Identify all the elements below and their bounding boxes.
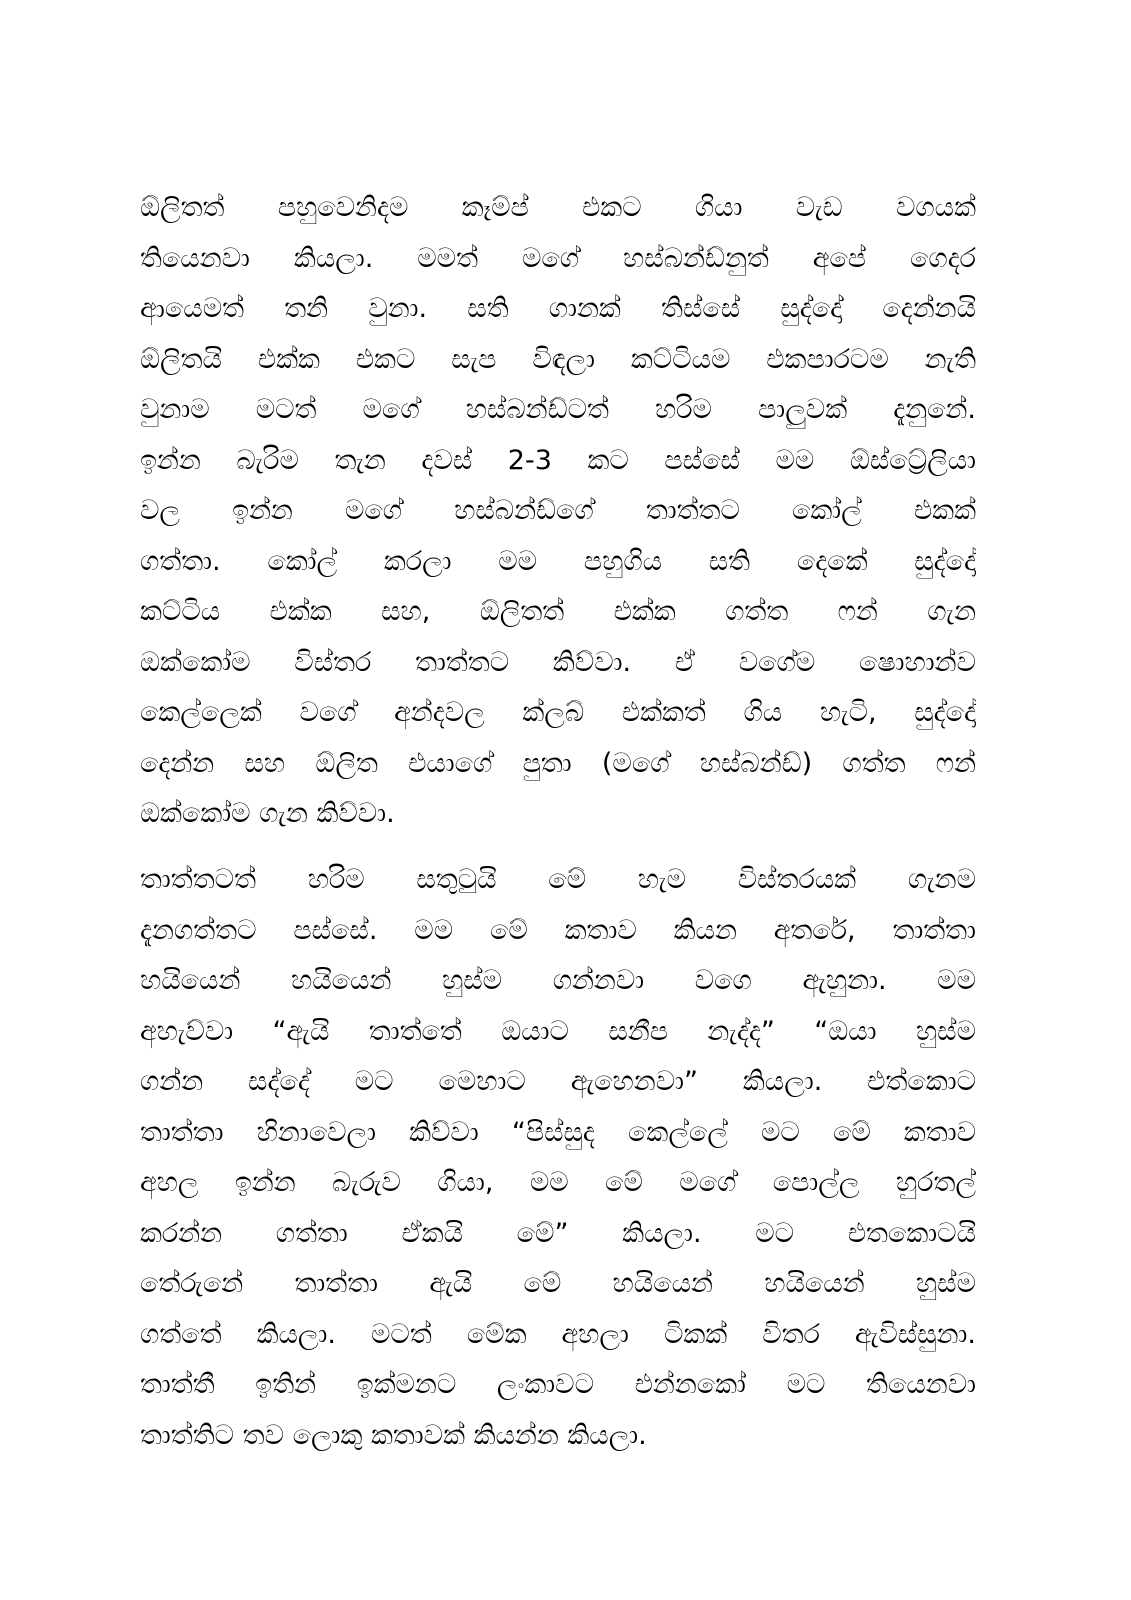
text-line: වුනාම මටත් මගේ හස්බන්ඩ්ටත් හරිම පාලුවක් දැනුනේ. xyxy=(140,394,976,425)
text-line: කට්ටිය එක්ක සහ, ඕලිතත් එක්ක ගත්ත ෆන් ගැන xyxy=(140,596,976,627)
text-line: කරන්න ගත්තා ඒකයි මේ” කියලා. මට එතකොටයි xyxy=(140,1217,976,1249)
text-line: වල ඉන්න මගේ හස්බන්ඩ්ගේ තාත්තට කෝල් එකක් xyxy=(140,495,976,526)
text-line: හයියෙන් හයියෙන් හුස්ම ගන්නවා වගෙ ඇහුනා. මම xyxy=(140,965,976,996)
text-line: ඔක්කෝම විස්තර තාත්තට කිව්වා. ඒ වගේම ෂොහාන්ව xyxy=(140,646,976,678)
text-line: ඉන්න බැරිම තැන දවස් 2-3 කට පස්සේ මම ඕස්ට්‍රේලියා xyxy=(140,444,976,476)
text-line: තාත්තිට තව ලොකු කතාවක් කියන්න කියලා. xyxy=(140,1419,647,1451)
paragraph-2 xyxy=(140,855,976,1461)
text-line: අහල ඉන්න බැරුව ගියා, මම මේ මගේ පොල්ල හුරතල් xyxy=(140,1167,976,1198)
text-line: ආයෙමත් තනි වුනා. සති ගානක් තිස්සේ සුද්දෝ දෙන්නයි xyxy=(140,293,976,324)
text-line: දෙන්න සහ ඕලිත එයාගේ පුතා (මගේ හස්බන්ඩ්) ගත්ත ෆන් xyxy=(140,747,976,779)
text-line: ඔක්කෝම ගැන කිව්වා. xyxy=(140,798,395,829)
text-line: තාත්තා හිනාවෙලා කිව්වා “පිස්සුද කෙල්ලේ මට මේ කතාව xyxy=(140,1116,976,1148)
text-line: තාත්තටත් හරිම සතුටුයි මේ හැම විස්තරයක් ගැනම xyxy=(140,864,976,895)
text-line: දැනගත්තට පස්සේ. මම මේ කතාව කියන අතරේ, තාත්තා xyxy=(140,914,976,946)
text-line: කෙල්ලෙක් වගේ අන්දවල ක්ලබ් එක්කත් ගිය හැටි, සුද්දෝ xyxy=(140,697,976,728)
text-line: තියෙනවා කියලා. මමත් මගේ හස්බන්ඩ්නුත් අපේ ගෙදර xyxy=(140,242,976,274)
text-line: ගත්තා. කෝල් කරලා මම පහුගිය සති දෙකේ සුද්දෝ xyxy=(140,545,976,577)
text-line: ගන්න සද්දේ මට මෙහාට ඇහෙනවා” කියලා. එත්කොට xyxy=(140,1066,976,1097)
text-line: තේරුනේ තාත්තා ඇයි මේ හයියෙන් හයියෙන් හුස්ම xyxy=(140,1268,976,1299)
text-line: ඕලිතයි එක්ක එකට සැප විඳලා කට්ටියම එකපාරටම නැති xyxy=(140,343,976,375)
text-line: ගත්තේ කියලා. මටත් මේක අහලා ටිකක් විතර ඇවිස්සුනා. xyxy=(140,1318,976,1350)
text-line: අහැව්වා “ඇයි තාත්තේ ඔයාට සනීප නැද්ද” “ඔයා හුස්ම xyxy=(140,1015,976,1047)
paragraph-1 xyxy=(140,183,976,840)
text-line: ඕලිතත් පහුවෙනිදම කෑම්ප් එකට ගියා වැඩ වගයක් xyxy=(140,192,976,223)
text-line: තාත්තී ඉතින් ඉක්මනට ලංකාවට එන්නකෝ මට තියෙනවා xyxy=(140,1369,976,1400)
